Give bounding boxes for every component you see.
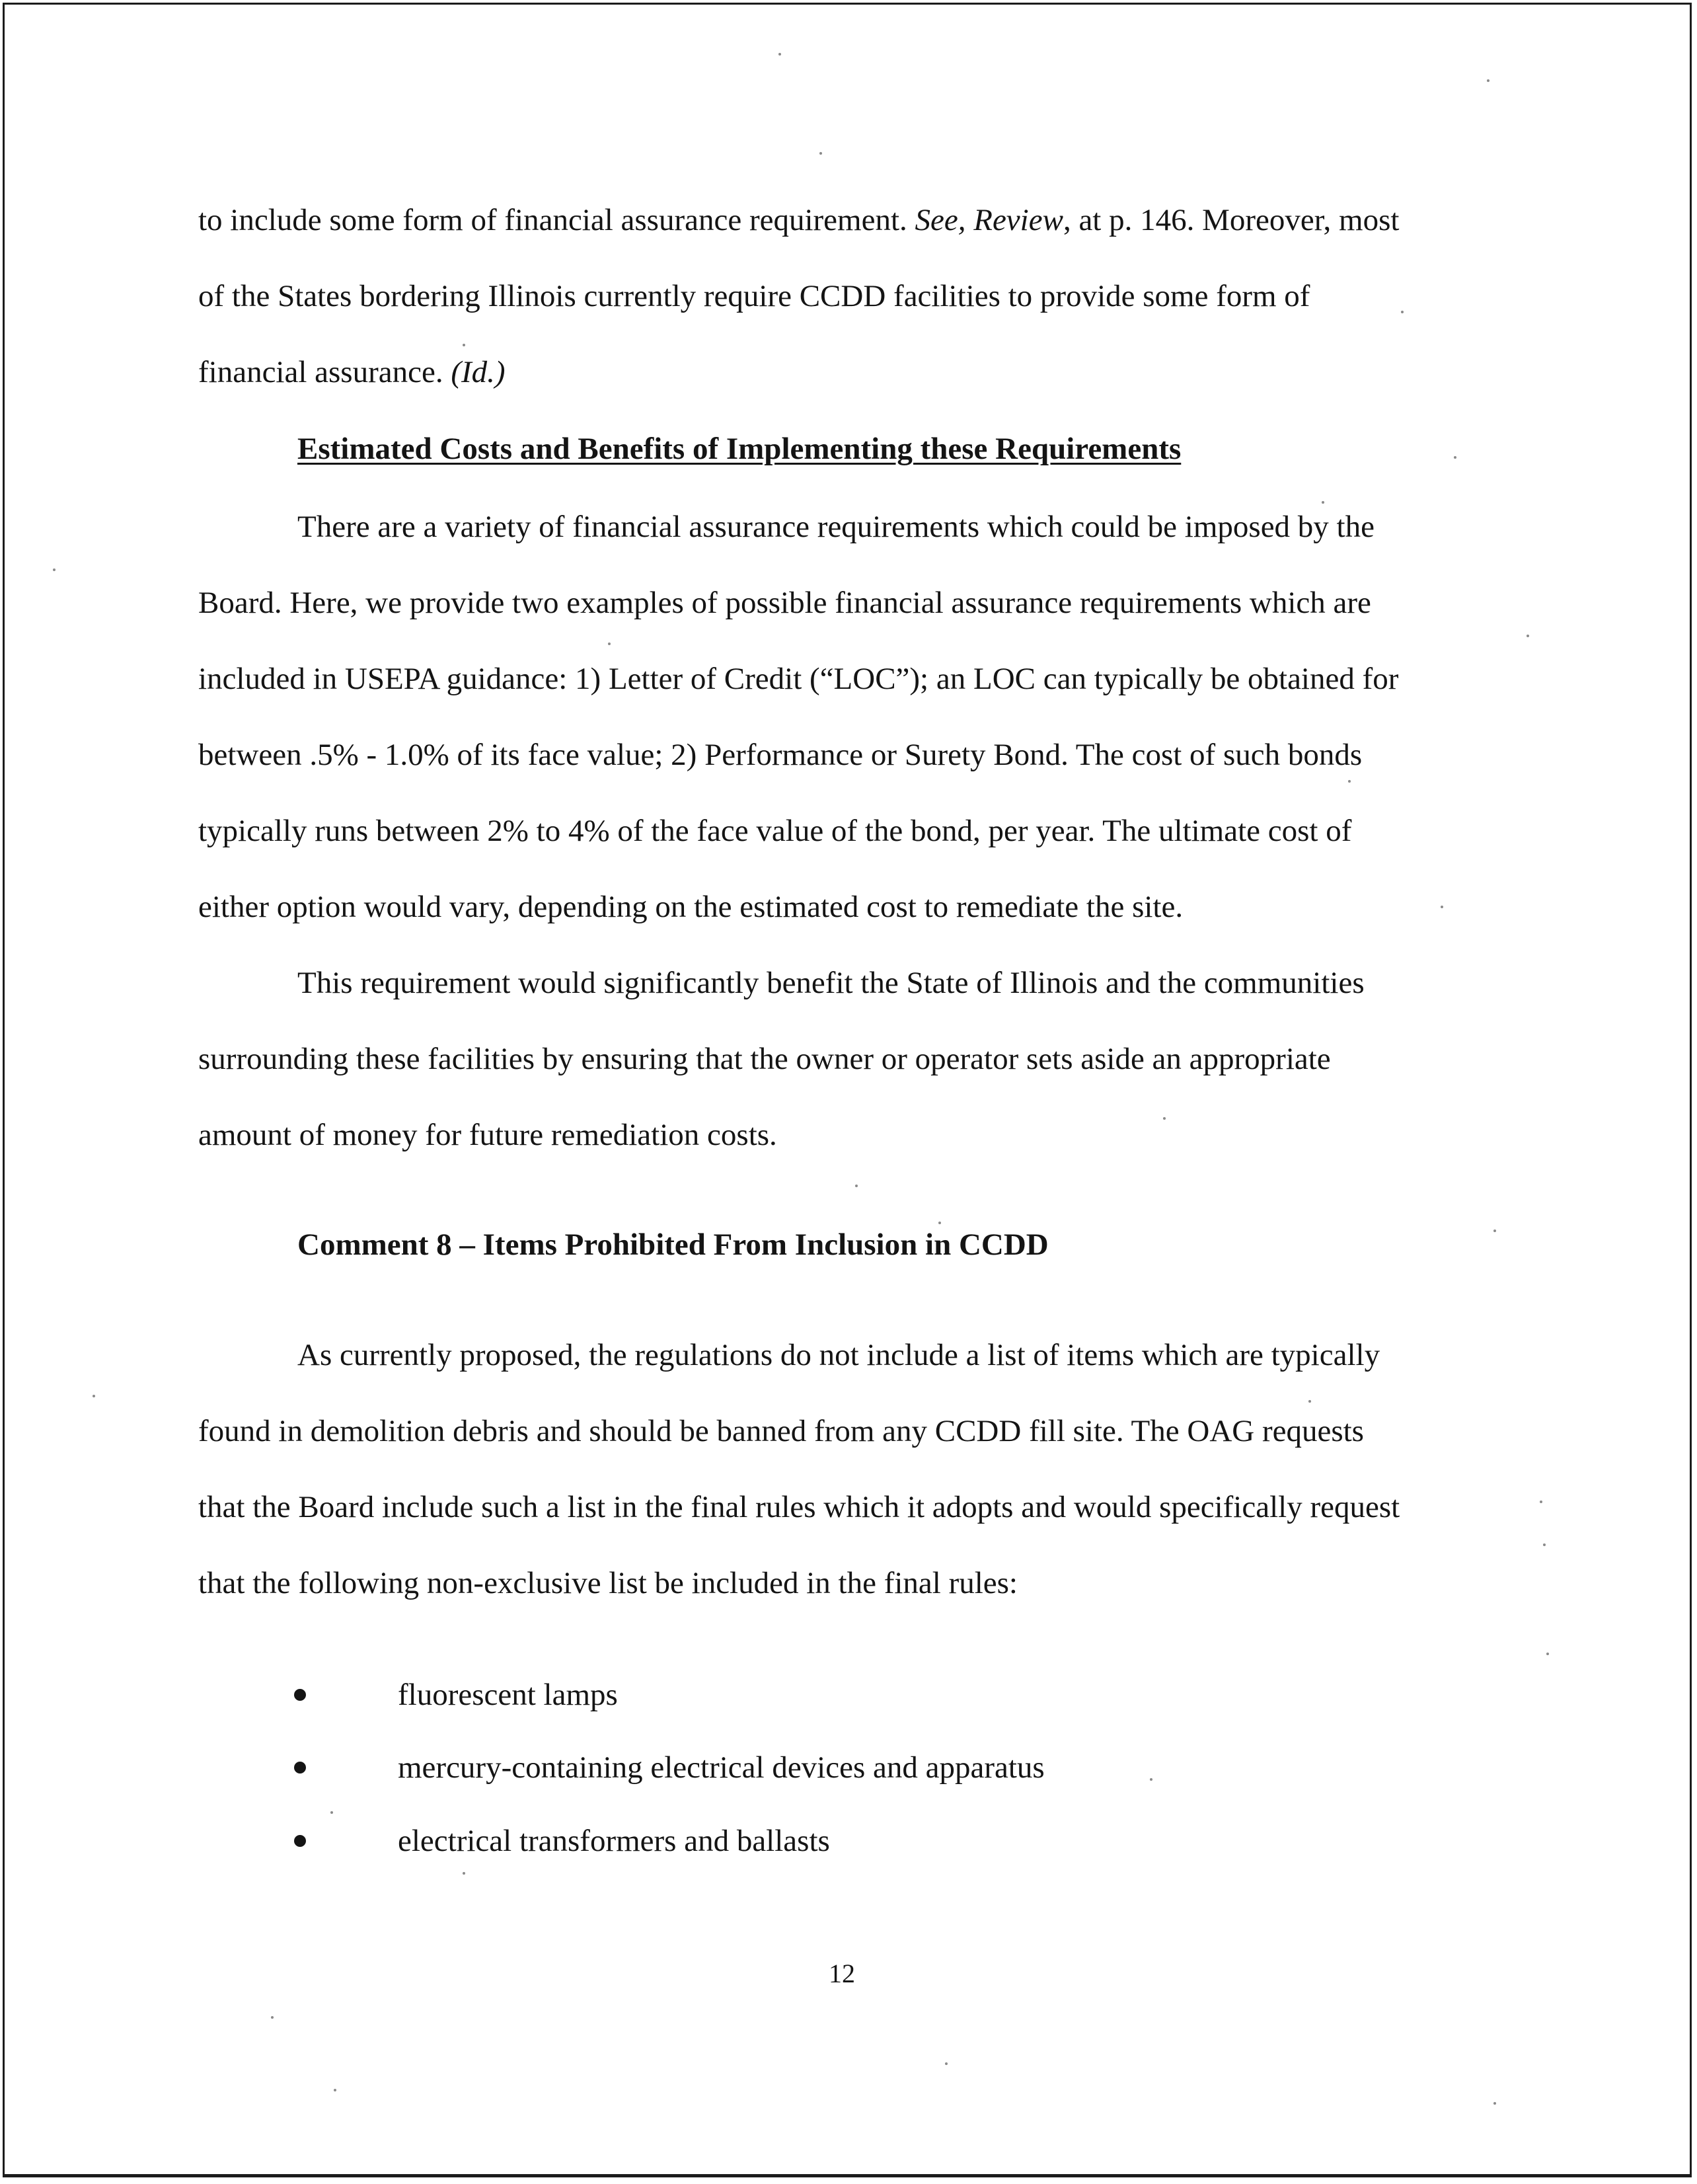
paragraph-line: There are a variety of financial assurance requirements which could be imposed by the (297, 510, 1375, 544)
paragraph-line: to include some form of financial assurance requirement. See, Review, at p. 146. Moreover, most (198, 203, 1400, 237)
scan-speck (1527, 635, 1529, 637)
scan-speck (1540, 1501, 1542, 1503)
paragraph-line: surrounding these facilities by ensuring that the owner or operator sets aside an appropriate (198, 1042, 1331, 1076)
scan-speck (330, 1811, 333, 1814)
paragraph-line: either option would vary, depending on the estimated cost to remediate the site. (198, 890, 1184, 924)
paragraph-line: amount of money for future remediation costs. (198, 1118, 777, 1152)
scan-speck (1348, 780, 1351, 783)
citation-italic: See, Review (915, 203, 1063, 237)
paragraph-line: financial assurance. (Id.) (198, 355, 506, 389)
list-item-text: fluorescent lamps (398, 1678, 618, 1712)
scan-speck (334, 2089, 336, 2091)
bullet-icon (294, 1835, 306, 1847)
scan-speck (1546, 1653, 1549, 1655)
scan-speck (1487, 79, 1490, 82)
scan-speck (1493, 1229, 1496, 1232)
page-number: 12 (829, 1959, 855, 1988)
paragraph-line: that the following non-exclusive list be included in the final rules: (198, 1566, 1018, 1600)
scan-speck (1441, 906, 1443, 908)
section-heading: Estimated Costs and Benefits of Implementing these Requirements (297, 432, 1182, 466)
bullet-icon (294, 1762, 306, 1774)
paragraph-line: typically runs between 2% to 4% of the face value of the bond, per year. The ultimate cost of (198, 814, 1352, 848)
scan-speck (53, 568, 56, 571)
scan-speck (855, 1185, 858, 1187)
paragraph-line: found in demolition debris and should be banned from any CCDD fill site. The OAG requests (198, 1414, 1364, 1448)
scan-speck (945, 2062, 948, 2065)
comment-heading: Comment 8 – Items Prohibited From Inclusion in CCDD (297, 1228, 1049, 1262)
paragraph-line: that the Board include such a list in the final rules which it adopts and would specifically request (198, 1490, 1400, 1524)
paragraph-line: included in USEPA guidance: 1) Letter of Credit (“LOC”); an LOC can typically be obtained for (198, 662, 1399, 696)
scan-speck (1308, 1400, 1311, 1403)
paragraph-line: between .5% - 1.0% of its face value; 2) Performance or Surety Bond. The cost of such bonds (198, 738, 1363, 772)
scan-speck (271, 2016, 274, 2019)
paragraph-line: of the States bordering Illinois currently require CCDD facilities to provide some form of (198, 279, 1310, 313)
scan-speck (1454, 456, 1456, 459)
paragraph-line: As currently proposed, the regulations do not include a list of items which are typically (297, 1338, 1380, 1372)
scan-speck (1150, 1778, 1152, 1781)
list-item-text: electrical transformers and ballasts (398, 1824, 830, 1858)
scan-speck (463, 344, 465, 346)
scan-speck (608, 643, 611, 645)
scan-speck (1543, 1543, 1546, 1546)
paragraph-line: This requirement would significantly benefit the State of Illinois and the communities (297, 966, 1365, 1000)
citation-italic: (Id.) (451, 355, 506, 389)
scan-speck (93, 1395, 95, 1397)
scan-border (3, 3, 1692, 2177)
scan-speck (1163, 1117, 1166, 1120)
scan-speck (1401, 311, 1404, 313)
scan-speck (1322, 501, 1324, 504)
scan-speck (778, 53, 781, 56)
scan-speck (1493, 2102, 1496, 2105)
scan-speck (938, 1222, 941, 1224)
paragraph-line: Board. Here, we provide two examples of possible financial assurance requirements which are (198, 586, 1371, 620)
bullet-icon (294, 1689, 306, 1701)
scan-speck (463, 1872, 465, 1875)
scan-speck (819, 152, 822, 155)
list-item-text: mercury-containing electrical devices and apparatus (398, 1750, 1045, 1785)
